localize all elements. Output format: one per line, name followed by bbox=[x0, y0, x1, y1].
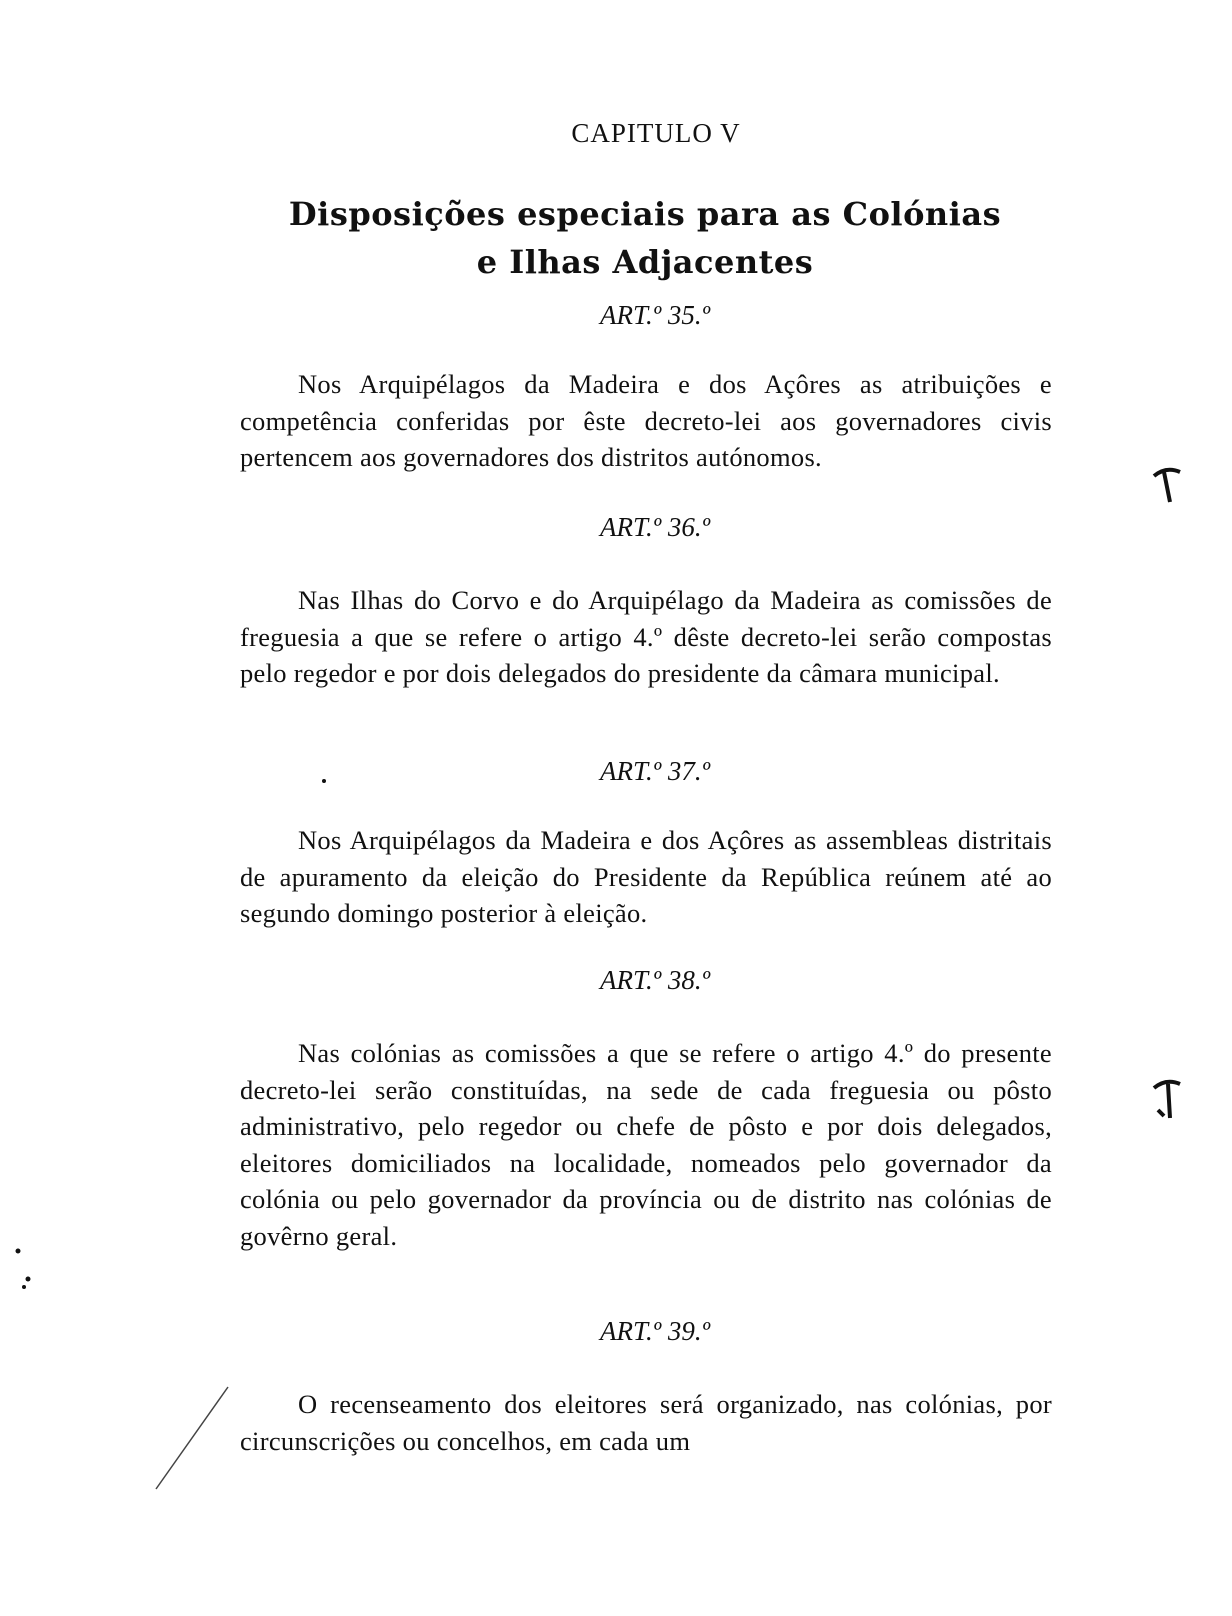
margin-scan-mark-top bbox=[1150, 462, 1190, 512]
article-heading-37: ART.º 37.º bbox=[600, 756, 710, 786]
article-text-35: Nos Arquipélagos da Madeira e dos Açôres as atribuições e competência conferidas por êste decreto-lei aos governadores civis pertencem aos governadores dos distritos autónomos. bbox=[240, 369, 1052, 472]
article-text-38: Nas colónias as comissões a que se refere o artigo 4.º do presente decreto-lei serão constituídas, na sede de cada freguesia ou pôsto administrativo, pelo regedor ou chefe de pôsto e por dois delegados, eleitores domiciliados na localidade, nomeados pelo governador da colónia ou pelo governador da província ou de distrito nas colónias de govêrno geral. bbox=[240, 1038, 1052, 1251]
margin-scan-mark-bottom bbox=[1150, 1070, 1190, 1130]
article-heading-35: ART.º 35.º bbox=[600, 300, 710, 330]
article-heading-36: ART.º 36.º bbox=[600, 512, 710, 542]
margin-scan-dots bbox=[10, 1245, 40, 1295]
margin-scan-line bbox=[150, 1385, 240, 1495]
chapter-title-line-1: Disposições especiais para as Colónias bbox=[288, 195, 1002, 233]
article-heading-39: ART.º 39.º bbox=[600, 1316, 710, 1346]
chapter-title bbox=[230, 190, 1060, 286]
article-heading-38: ART.º 38.º bbox=[600, 965, 710, 995]
scan-dot bbox=[318, 775, 330, 787]
article-text-36: Nas Ilhas do Corvo e do Arquipélago da Madeira as comissões de freguesia a que se refere o artigo 4.º dêste decreto-lei serão compostas pelo regedor e por dois delegados do presidente da câmara municipal. bbox=[240, 585, 1052, 688]
chapter-title-line-2: e Ilhas Adjacentes bbox=[476, 243, 814, 281]
chapter-heading: CAPITULO V bbox=[571, 118, 741, 148]
article-text-39: O recenseamento dos eleitores será organizado, nas colónias, por circunscrições ou concelhos, em cada um bbox=[240, 1389, 1052, 1456]
article-text-37: Nos Arquipélagos da Madeira e dos Açôres as assembleas distritais de apuramento da eleição do Presidente da República reúnem até ao segundo domingo posterior à eleição. bbox=[240, 825, 1052, 928]
